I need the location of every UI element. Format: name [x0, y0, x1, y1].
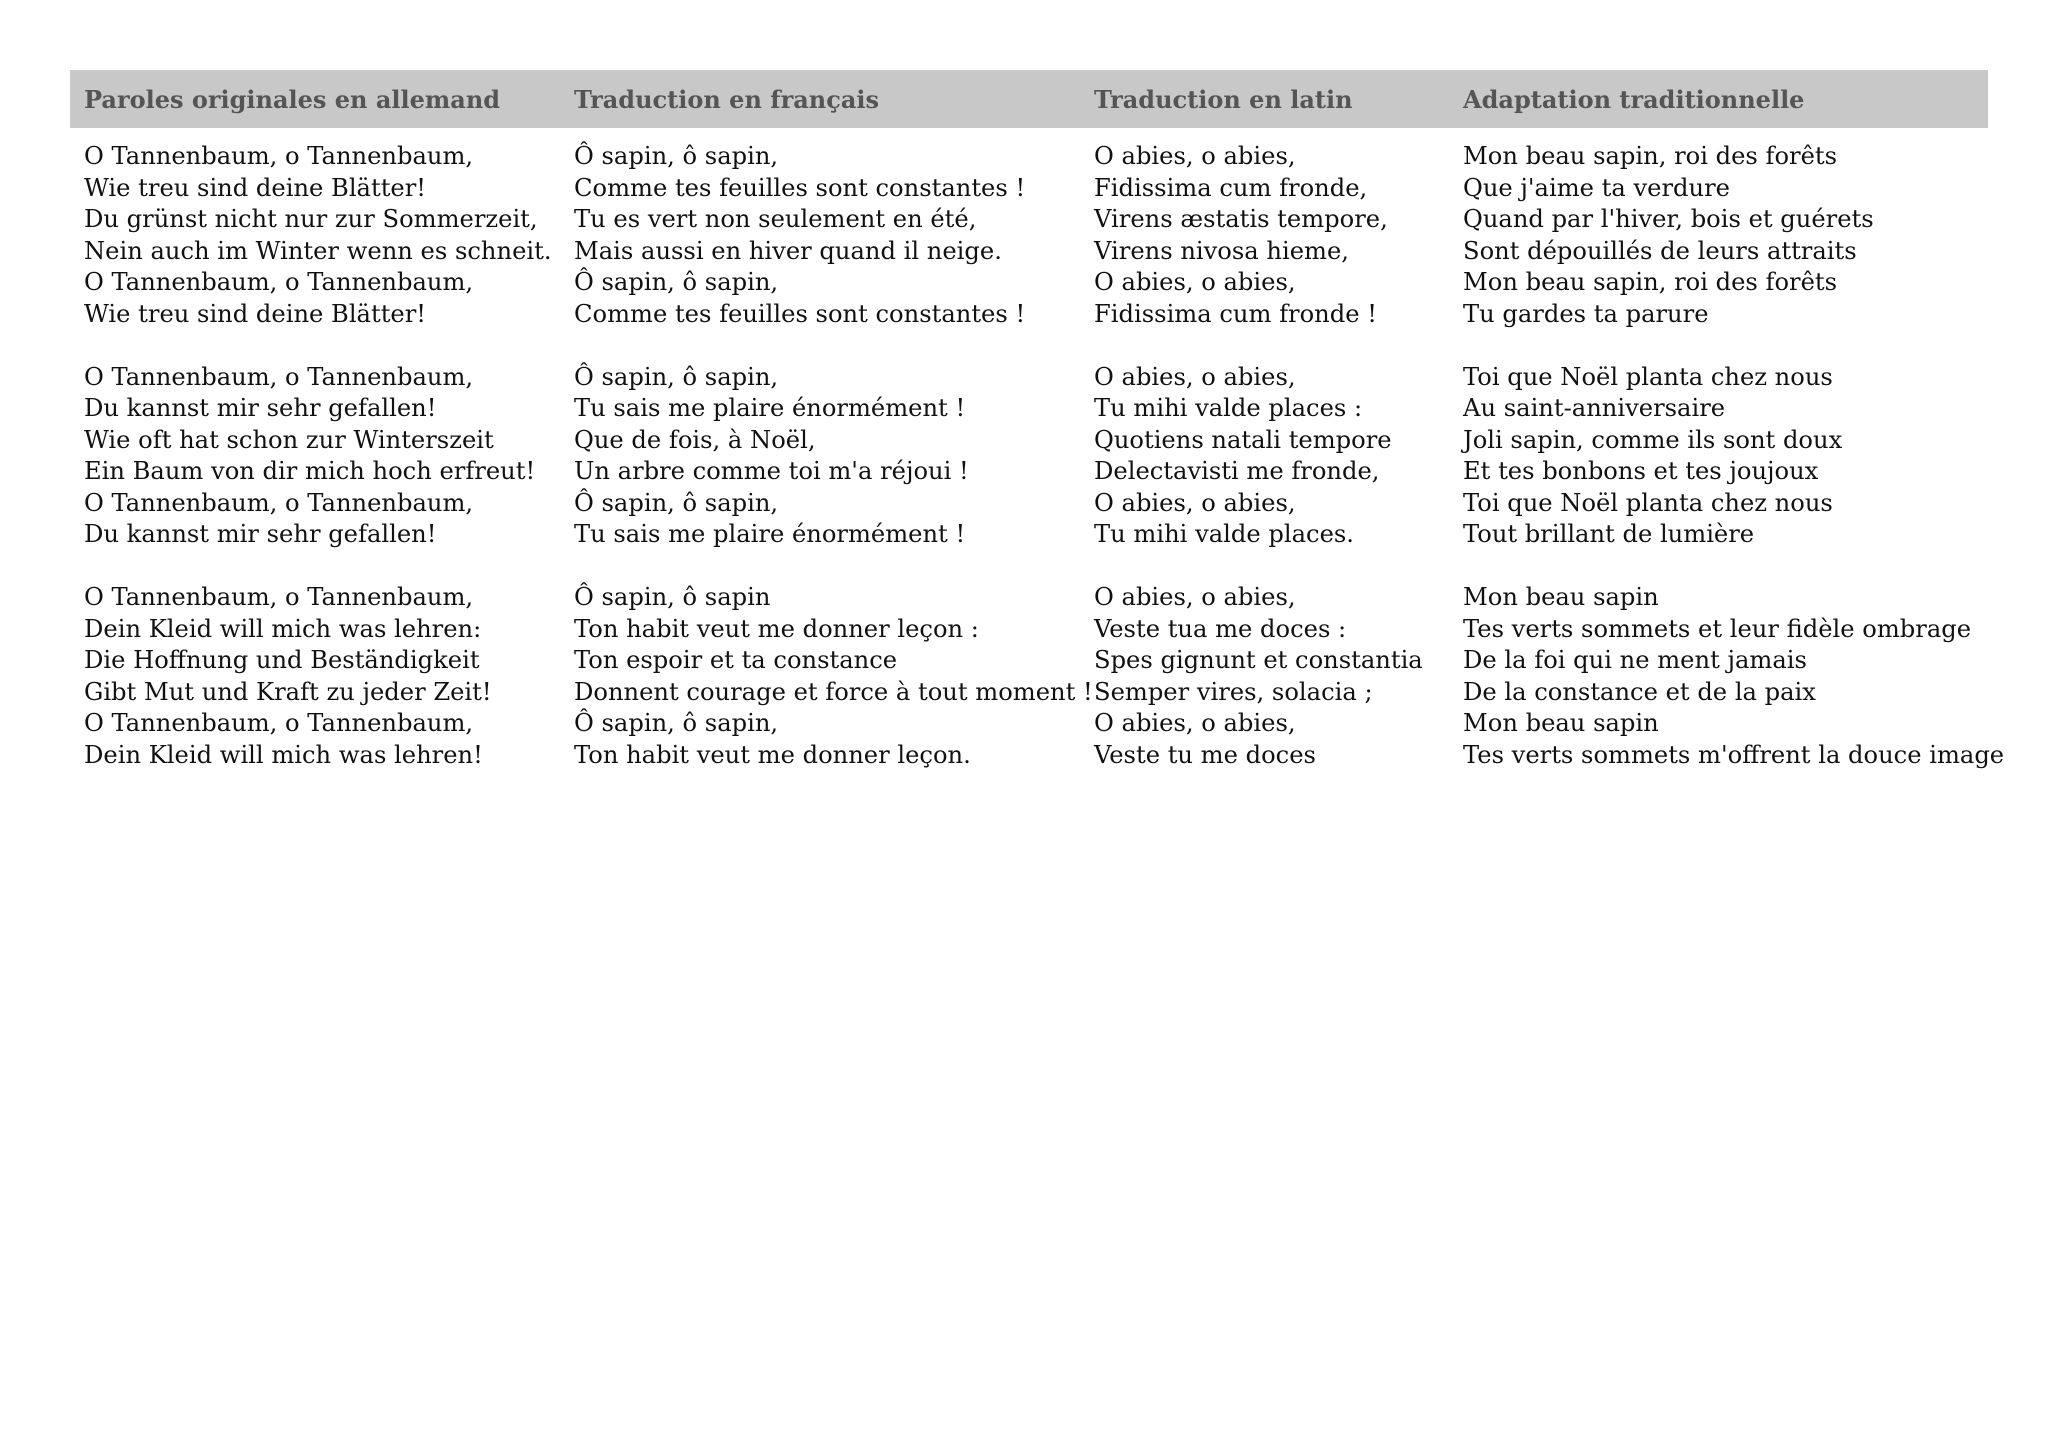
lyric-line: Comme tes feuilles sont constantes ! [574, 173, 1026, 202]
lyric-line: O Tannenbaum, o Tannenbaum, [84, 488, 474, 517]
lyric-line: Que j'aime ta verdure [1463, 173, 1730, 202]
lyric-line: Delectavisti me fronde, [1094, 457, 1380, 485]
lyric-line: Fidissima cum fronde ! [1094, 299, 1377, 328]
lyric-line: O abies, o abies, [1094, 268, 1296, 296]
lyric-line: Ô sapin, ô sapin [574, 583, 771, 611]
lyric-line: Ô sapin, ô sapin, [574, 709, 779, 737]
lyric-line: Joli sapin, comme ils sont doux [1463, 425, 1843, 454]
lyric-line: De la constance et de la paix [1463, 677, 1816, 706]
lyric-line: Toi que Noël planta chez nous [1463, 362, 1833, 391]
lyric-line: O abies, o abies, [1094, 488, 1296, 517]
column-french [560, 141, 1093, 803]
lyric-line: Tu gardes ta parure [1463, 299, 1709, 328]
lyric-line: Ô sapin, ô sapin, [574, 362, 779, 391]
lyric-line: Tu mihi valde places. [1094, 520, 1354, 548]
lyric-line: Mais aussi en hiver quand il neige. [574, 236, 1002, 265]
column-latin [1080, 141, 1449, 803]
stanza [84, 141, 560, 330]
table-header-row [70, 70, 1988, 128]
lyric-line: Donnent courage et force à tout moment ! [574, 677, 1093, 706]
lyric-line: Tu sais me plaire énormément ! [574, 394, 966, 422]
lyric-line: Spes gignunt et constantia [1094, 646, 1423, 674]
stanza [1094, 141, 1449, 330]
lyric-line: Tu sais me plaire énormément ! [574, 520, 966, 548]
lyric-line: Quotiens natali tempore [1094, 425, 1392, 454]
lyric-line: Du kannst mir sehr gefallen! [84, 520, 437, 548]
lyric-line: Tout brillant de lumière [1463, 520, 1755, 548]
lyric-line: Sont dépouillés de leurs attraits [1463, 236, 1857, 265]
lyric-line: Nein auch im Winter wenn es schneit. [84, 236, 552, 265]
header-adaptation: Adaptation traditionnelle [1463, 84, 1805, 114]
lyric-line: Quand par l'hiver, bois et guérets [1463, 205, 1874, 233]
lyrics-table [70, 70, 2005, 803]
lyric-line: Ein Baum von dir mich hoch erfreut! [84, 457, 536, 485]
lyric-line: Fidissima cum fronde, [1094, 173, 1368, 202]
lyric-line: Wie treu sind deine Blätter! [84, 299, 427, 328]
lyric-line: O abies, o abies, [1094, 709, 1296, 737]
lyric-line: O Tannenbaum, o Tannenbaum, [84, 709, 474, 737]
lyric-line: Tu mihi valde places : [1094, 394, 1363, 422]
stanza [1463, 362, 1988, 551]
lyric-line: Veste tu me doces [1094, 740, 1316, 769]
stanza [84, 362, 560, 551]
header-german: Paroles originales en allemand [84, 84, 501, 114]
lyric-line: Au saint-anniversaire [1463, 394, 1726, 422]
lyric-line: Wie treu sind deine Blätter! [84, 173, 427, 202]
lyric-line: Wie oft hat schon zur Winterszeit [84, 425, 494, 454]
lyric-line: O Tannenbaum, o Tannenbaum, [84, 268, 474, 296]
lyric-line: Mon beau sapin, roi des forêts [1463, 142, 1838, 170]
stanza [574, 141, 1080, 330]
lyric-line: Un arbre comme toi m'a réjoui ! [574, 457, 969, 485]
lyric-line: Mon beau sapin, roi des forêts [1463, 268, 1838, 296]
lyric-line: O abies, o abies, [1094, 583, 1296, 611]
lyric-line: Ô sapin, ô sapin, [574, 488, 779, 517]
header-french: Traduction en français [574, 84, 880, 114]
stanza [1094, 362, 1449, 551]
table-body-row [70, 128, 2005, 803]
lyric-line: Ton espoir et ta constance [574, 646, 898, 674]
lyric-line: O Tannenbaum, o Tannenbaum, [84, 583, 474, 611]
stanza [574, 582, 1093, 771]
lyric-line: Ô sapin, ô sapin, [574, 268, 779, 296]
stanza [1094, 582, 1449, 771]
lyric-line: Toi que Noël planta chez nous [1463, 488, 1833, 517]
lyric-line: O Tannenbaum, o Tannenbaum, [84, 362, 474, 391]
lyric-line: Semper vires, solacia ; [1094, 677, 1373, 706]
lyric-line: Et tes bonbons et tes joujoux [1463, 457, 1819, 485]
header-latin: Traduction en latin [1094, 84, 1353, 114]
stanza [1463, 582, 2005, 771]
lyric-line: Virens æstatis tempore, [1094, 205, 1388, 233]
lyric-line: O Tannenbaum, o Tannenbaum, [84, 142, 474, 170]
lyric-line: Gibt Mut und Kraft zu jeder Zeit! [84, 677, 492, 706]
lyric-line: Ton habit veut me donner leçon : [574, 614, 979, 643]
lyric-line: Mon beau sapin [1463, 583, 1659, 611]
stanza [84, 582, 560, 771]
lyric-line: Dein Kleid will mich was lehren! [84, 740, 483, 769]
stanza [1463, 141, 1988, 330]
lyric-line: De la foi qui ne ment jamais [1463, 646, 1807, 674]
stanza [574, 362, 1080, 551]
lyric-line: Ô sapin, ô sapin, [574, 142, 779, 170]
lyric-line: Tu es vert non seulement en été, [574, 205, 977, 233]
lyric-line: Du kannst mir sehr gefallen! [84, 394, 437, 422]
lyric-line: Mon beau sapin [1463, 709, 1659, 737]
lyric-line: Die Hoffnung und Beständigkeit [84, 646, 480, 674]
lyric-line: Tes verts sommets m'offrent la douce image [1463, 740, 2005, 769]
lyric-line: O abies, o abies, [1094, 362, 1296, 391]
column-adaptation [1449, 141, 2005, 803]
lyric-line: O abies, o abies, [1094, 142, 1296, 170]
lyric-line: Comme tes feuilles sont constantes ! [574, 299, 1026, 328]
lyric-line: Que de fois, à Noël, [574, 425, 816, 454]
lyric-line: Du grünst nicht nur zur Sommerzeit, [84, 205, 538, 233]
lyric-line: Tes verts sommets et leur fidèle ombrage [1463, 614, 1972, 643]
lyric-line: Veste tua me doces : [1094, 614, 1347, 643]
column-german [70, 141, 560, 803]
lyric-line: Ton habit veut me donner leçon. [574, 740, 971, 769]
lyric-line: Virens nivosa hieme, [1094, 236, 1349, 265]
lyric-line: Dein Kleid will mich was lehren: [84, 614, 482, 643]
